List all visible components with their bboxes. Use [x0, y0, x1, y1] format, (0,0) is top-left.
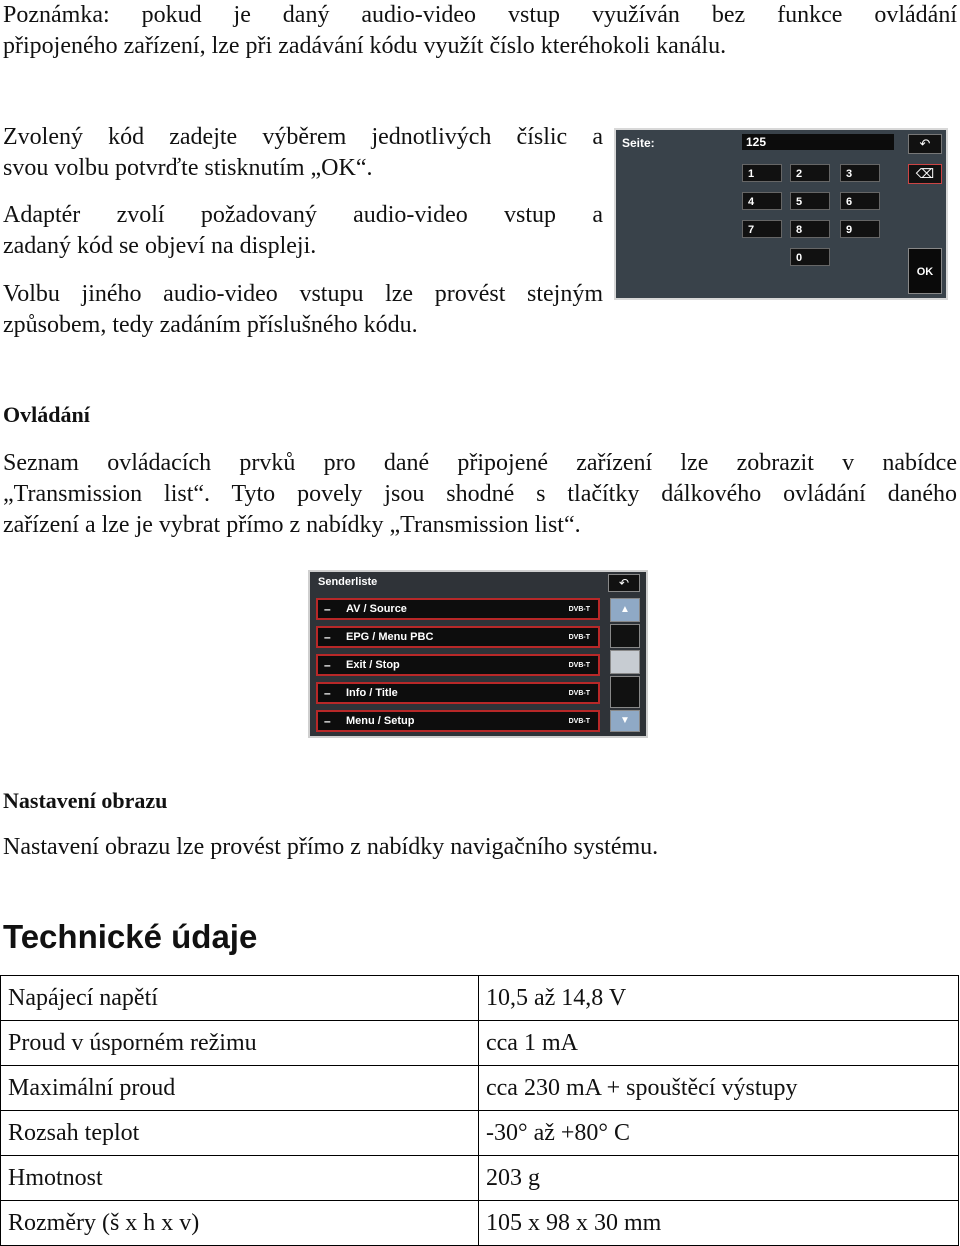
row-label: Maximální proud [1, 1066, 479, 1111]
row-label: Hmotnost [1, 1156, 479, 1201]
scroll-thumb [610, 650, 640, 674]
dash-icon: – [324, 630, 331, 644]
list-item-tag: DVB-T [568, 718, 590, 725]
control-line: Seznam ovládacích prvků pro dané připojené zařízení lze zobrazit v nabídce [3, 450, 957, 476]
list-item-label: EPG / Menu PBC [346, 631, 434, 643]
key-5: 5 [790, 192, 830, 210]
row-value: 105 x 98 x 30 mm [479, 1201, 959, 1246]
scroll-track [610, 624, 640, 648]
list-item [316, 654, 600, 676]
return-arrow-icon: ↶ [908, 134, 942, 154]
table-row [1, 1156, 959, 1201]
select-line: Zvolený kód zadejte výběrem jednotlivých číslic a [3, 124, 603, 150]
control-heading: Ovládání [3, 402, 90, 427]
triangle-up-icon: ▲ [610, 598, 640, 622]
row-value: 203 g [479, 1156, 959, 1201]
row-label: Proud v úsporném režimu [1, 1021, 479, 1066]
adapter-line: zadaný kód se objeví na displeji. [3, 233, 317, 259]
table-row [1, 1066, 959, 1111]
select-code-paragraph [3, 122, 603, 184]
dash-icon: – [324, 658, 331, 672]
table-row [1, 1021, 959, 1066]
list-item-label: Menu / Setup [346, 715, 415, 727]
key-7: 7 [742, 220, 782, 238]
key-3: 3 [840, 164, 880, 182]
list-item [316, 682, 600, 704]
table-row [1, 976, 959, 1021]
key-6: 6 [840, 192, 880, 210]
control-paragraph [3, 448, 957, 541]
list-item-tag: DVB-T [568, 662, 590, 669]
backspace-icon: ⌫ [908, 164, 942, 184]
list-item-label: Info / Title [346, 687, 398, 699]
adapter-paragraph [3, 200, 603, 262]
code-display: 125 [742, 134, 894, 150]
scroll-track [610, 676, 640, 708]
key-4: 4 [742, 192, 782, 210]
list-title: Senderliste [318, 576, 378, 588]
key-2: 2 [790, 164, 830, 182]
key-1: 1 [742, 164, 782, 182]
list-item-label: Exit / Stop [346, 659, 400, 671]
adapter-line: Adaptér zvolí požadovaný audio-video vstup a [3, 202, 603, 228]
tech-table [0, 975, 959, 1246]
picture-text: Nastavení obrazu lze provést přímo z nabídky navigačního systému. [3, 834, 659, 860]
note-line: připojeného zařízení, lze při zadávání kódu využít číslo kteréhokoli kanálu. [3, 33, 727, 59]
other-line: Volbu jiného audio-video vstupu lze provést stejným [3, 281, 603, 307]
list-item [316, 626, 600, 648]
other-input-paragraph [3, 279, 603, 341]
list-item [316, 710, 600, 732]
dash-icon: – [324, 714, 331, 728]
row-value: cca 230 mA + spouštěcí výstupy [479, 1066, 959, 1111]
ok-button: OK [908, 248, 942, 294]
list-item-label: AV / Source [346, 603, 407, 615]
note-paragraph [3, 0, 957, 62]
list-item-tag: DVB-T [568, 690, 590, 697]
note-line: Poznámka: pokud je daný audio-video vstup využíván bez funkce ovládání [3, 2, 957, 28]
keypad-label: Seite: [622, 136, 655, 150]
control-line: zařízení a lze je vybrat přímo z nabídky „Transmission list“. [3, 512, 581, 538]
row-value: -30° až +80° C [479, 1111, 959, 1156]
other-line: způsobem, tedy zadáním příslušného kódu. [3, 312, 418, 338]
return-arrow-icon: ↶ [608, 574, 640, 592]
row-value: 10,5 až 14,8 V [479, 976, 959, 1021]
dash-icon: – [324, 686, 331, 700]
row-label: Rozměry (š x h x v) [1, 1201, 479, 1246]
list-item [316, 598, 600, 620]
transmission-list-screenshot [308, 570, 648, 738]
row-label: Napájecí napětí [1, 976, 479, 1021]
picture-heading: Nastavení obrazu [3, 788, 168, 813]
key-9: 9 [840, 220, 880, 238]
key-8: 8 [790, 220, 830, 238]
keypad-screenshot [614, 128, 948, 300]
select-line: svou volbu potvrďte stisknutím „OK“. [3, 155, 373, 181]
dash-icon: – [324, 602, 331, 616]
row-value: cca 1 mA [479, 1021, 959, 1066]
key-0: 0 [790, 248, 830, 266]
control-line: „Transmission list“. Tyto povely jsou shodné s tlačítky dálkového ovládání daného [3, 481, 957, 507]
list-item-tag: DVB-T [568, 634, 590, 641]
table-row [1, 1111, 959, 1156]
list-item-tag: DVB-T [568, 606, 590, 613]
tech-heading: Technické údaje [3, 918, 258, 955]
triangle-down-icon: ▼ [610, 710, 640, 732]
row-label: Rozsah teplot [1, 1111, 479, 1156]
table-row [1, 1201, 959, 1246]
